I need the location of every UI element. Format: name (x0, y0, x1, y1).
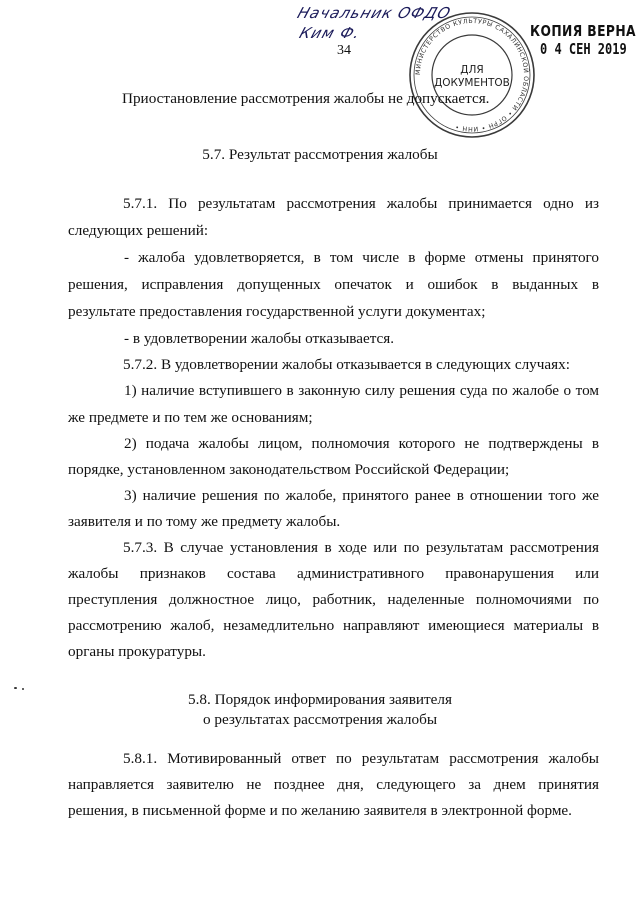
scan-speck (14, 687, 17, 689)
p581-line2: направляется заявителю не позднее дня, следующего за днем принятия (68, 776, 599, 793)
p573-line3: преступления должностное лицо, работник, наделенные полномочиями по (68, 591, 599, 608)
p571-line2: следующих решений: (68, 222, 209, 239)
bullet1-line1: - жалоба удовлетворяется, в том числе в форме отмены принятого (124, 249, 599, 266)
p573-line1: 5.7.3. В случае установления в ходе или по результатам рассмотрения (123, 539, 599, 556)
p573-line4: рассмотрению жалоб, незамедлительно направляют имеющиеся материалы в (68, 617, 599, 634)
item1-line1: 1) наличие вступившего в законную силу решения суда по жалобе о том (124, 382, 599, 399)
section-5-7-title: 5.7. Результат рассмотрения жалобы (202, 146, 438, 163)
copy-date-stamp: 0 4 СЕН 2019 (540, 40, 627, 58)
page-number: 34 (337, 43, 351, 58)
p571-line1: 5.7.1. По результатам рассмотрения жалобы принимается одно из (123, 195, 599, 212)
section-5-8-title-line2: о результатах рассмотрения жалобы (202, 711, 438, 728)
seal-ring-text: МИНИСТЕРСТВО КУЛЬТУРЫ САХАЛИНСКОЙ ОБЛАСТИ • ОГРН • ИНН • (414, 17, 530, 133)
bullet2-line1: - в удовлетворении жалобы отказывается. (124, 330, 395, 347)
copy-verified-stamp: КОПИЯ ВЕРНА (530, 22, 636, 40)
item2-line2: порядке, установленном законодательством Российской Федерации; (68, 461, 510, 478)
p581-line1: 5.8.1. Мотивированный ответ по результатам рассмотрения жалобы (123, 750, 599, 767)
p572-line1: 5.7.2. В удовлетворении жалобы отказывается в следующих случаях: (123, 356, 570, 373)
handwritten-note-line1: Начальник ОФДО (295, 4, 454, 22)
item2-line1: 2) подача жалобы лицом, полномочия которого не подтверждены в (124, 435, 599, 452)
seal-inner-line2: ДОКУМЕНТОВ (434, 77, 510, 89)
handwritten-note-line2: Ким Ф. (297, 24, 364, 42)
section-5-8-title-line1: 5.8. Порядок информирования заявителя (188, 691, 452, 708)
scan-speck (22, 688, 24, 690)
seal-inner-line1: ДЛЯ (460, 64, 484, 76)
item3-line1: 3) наличие решения по жалобе, принятого ранее в отношении того же (124, 487, 599, 504)
p581-line3: решения, в письменной форме и по желанию заявителя в электронной форме. (68, 802, 572, 819)
p573-line2: жалобы признаков состава административного правонарушения или (68, 565, 599, 582)
p573-line5: органы прокуратуры. (68, 643, 206, 660)
item1-line2: же предмете и по тем же основаниям; (68, 409, 313, 426)
item3-line2: заявителя и по тому же предмету жалобы. (68, 513, 341, 530)
round-seal-icon (396, 10, 548, 140)
bullet1-line2: решения, исправления допущенных опечаток и ошибок в выданных в (68, 276, 599, 293)
intro-line: Приостановление рассмотрения жалобы не допускается. (122, 90, 490, 107)
bullet1-line3: результате предоставления государственной услуги документах; (68, 303, 486, 320)
